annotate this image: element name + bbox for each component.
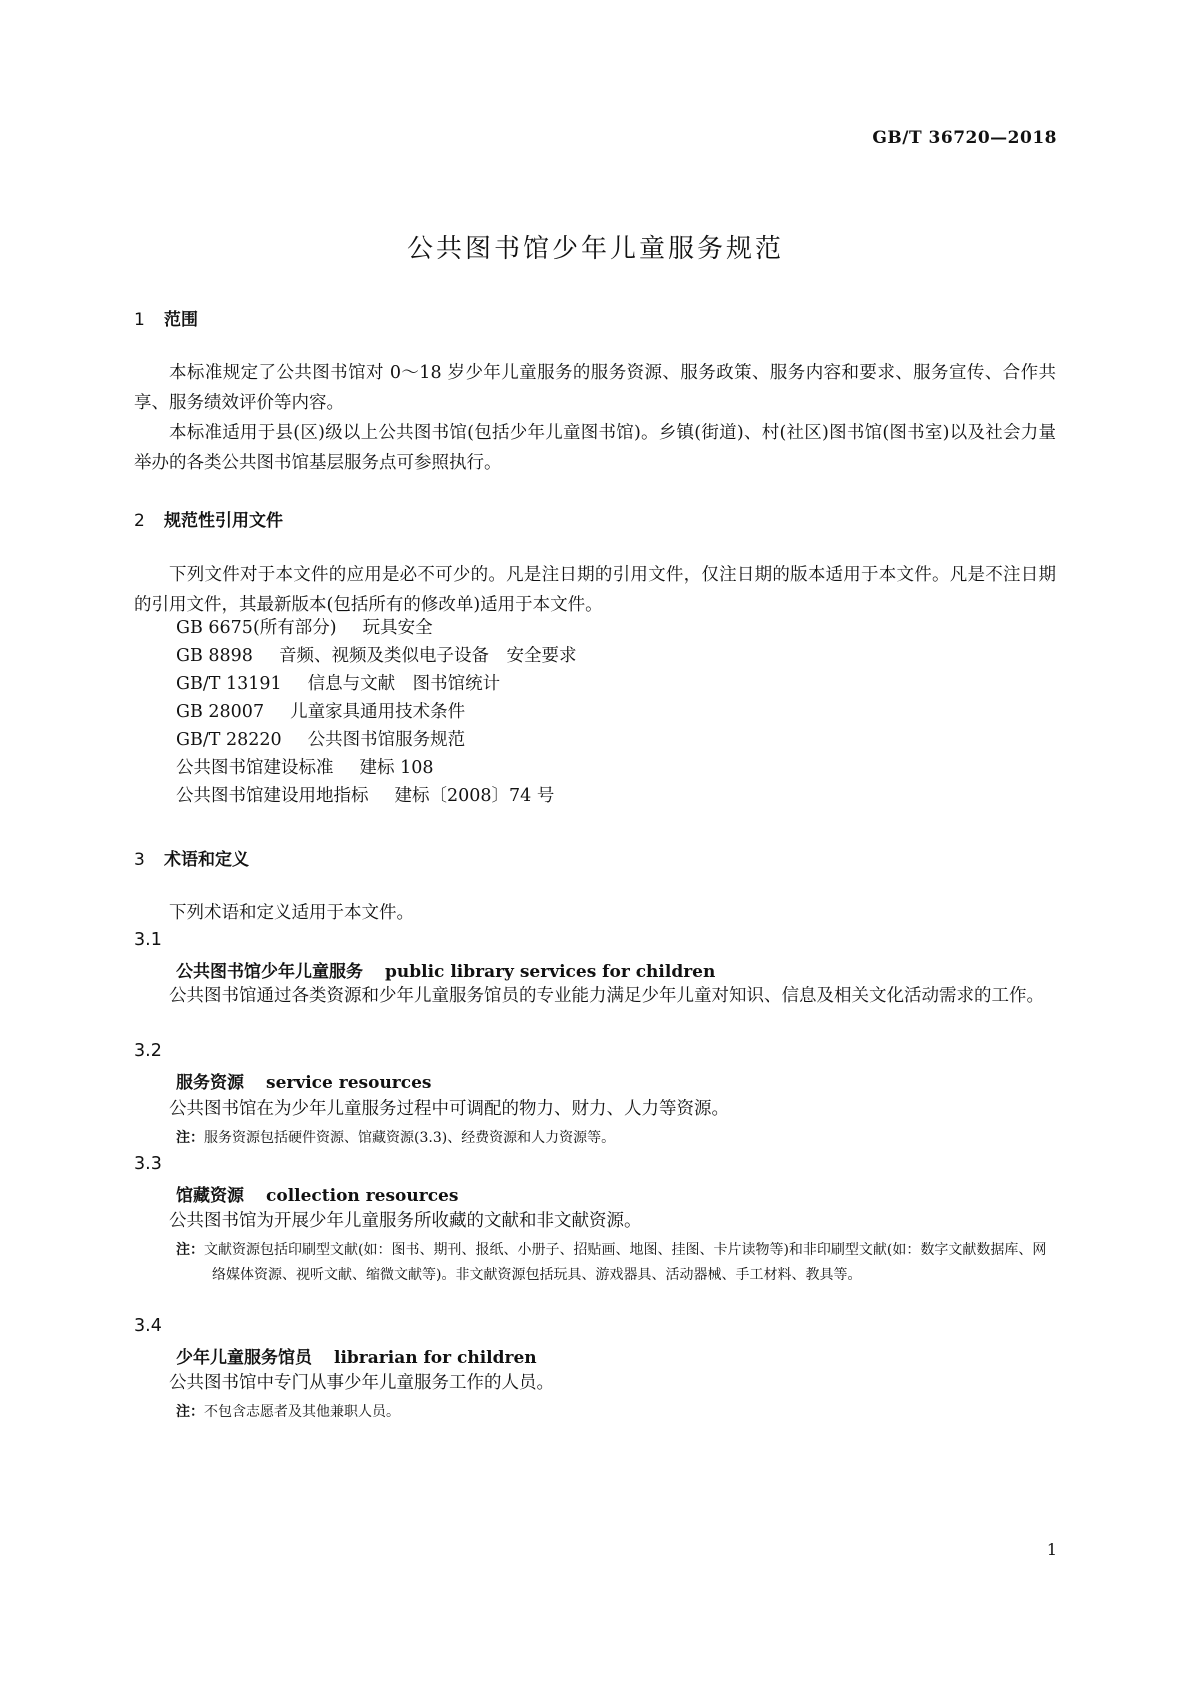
reference-item bbox=[176, 725, 465, 755]
term-en: service resources bbox=[266, 1073, 432, 1093]
reference-title: 建标 108 bbox=[359, 758, 434, 778]
reference-code: GB/T 13191 bbox=[176, 674, 282, 694]
term-number: 3.4 bbox=[134, 1316, 162, 1336]
section-title: 术语和定义 bbox=[164, 850, 249, 870]
term-en: collection resources bbox=[266, 1186, 459, 1206]
page-number: 1 bbox=[1046, 1540, 1057, 1559]
term-definition: 公共图书馆通过各类资源和少年儿童服务馆员的专业能力满足少年儿童对知识、信息及相关文化活动需求的工作。 bbox=[169, 986, 1044, 1006]
section-number: 3 bbox=[134, 850, 145, 870]
term-heading bbox=[176, 1181, 458, 1206]
reference-title: 儿童家具通用技术条件 bbox=[290, 702, 466, 722]
scope-paragraph-1: 本标准规定了公共图书馆对 0～18 岁少年儿童服务的服务资源、服务政策、服务内容和要求、服务宣传、合作共享、服务绩效评价等内容。 bbox=[134, 363, 1056, 413]
term-note bbox=[176, 1400, 1056, 1425]
reference-item bbox=[176, 753, 433, 783]
term-en: librarian for children bbox=[334, 1348, 537, 1368]
term-note bbox=[176, 1238, 1056, 1288]
reference-item bbox=[176, 641, 576, 671]
reference-item bbox=[176, 781, 554, 811]
term-en: public library services for children bbox=[385, 962, 716, 982]
section-1-heading bbox=[134, 305, 198, 330]
note-label: 注： bbox=[176, 1404, 204, 1420]
term-zh: 少年儿童服务馆员 bbox=[176, 1348, 312, 1368]
reference-title: 建标〔2008〕74 号 bbox=[394, 786, 555, 806]
section-2-heading bbox=[134, 506, 283, 531]
note-text: 文献资源包括印刷型文献(如：图书、期刊、报纸、小册子、招贴画、地图、挂图、卡片读物等)和非印刷型文献(如：数字文献数据库、网络媒体资源、视听文献、缩微文献等)。非文献资源包括玩具、游戏器具、活动器械、手工材料、教具等。 bbox=[204, 1242, 1047, 1283]
reference-code: GB 6675(所有部分) bbox=[176, 618, 337, 638]
note-text: 不包含志愿者及其他兼职人员。 bbox=[204, 1404, 400, 1420]
term-definition: 公共图书馆在为少年儿童服务过程中可调配的物力、财力、人力等资源。 bbox=[169, 1099, 729, 1119]
reference-code: 公共图书馆建设用地指标 bbox=[176, 786, 369, 806]
section-title: 范围 bbox=[164, 310, 198, 330]
term-definition: 公共图书馆中专门从事少年儿童服务工作的人员。 bbox=[169, 1373, 554, 1393]
standard-code: GB/T 36720—2018 bbox=[872, 128, 1057, 148]
reference-title: 信息与文献 图书馆统计 bbox=[307, 674, 501, 694]
term-heading bbox=[176, 1068, 432, 1093]
term-note bbox=[176, 1126, 1056, 1151]
reference-code: GB 28007 bbox=[176, 702, 265, 722]
term-heading bbox=[176, 957, 715, 982]
section-3-heading bbox=[134, 845, 249, 870]
section-number: 1 bbox=[134, 310, 145, 330]
note-label: 注： bbox=[176, 1242, 204, 1258]
term-definition: 公共图书馆为开展少年儿童服务所收藏的文献和非文献资源。 bbox=[169, 1211, 642, 1231]
reference-item bbox=[176, 697, 465, 727]
reference-code: GB 8898 bbox=[176, 646, 253, 666]
note-text: 服务资源包括硬件资源、馆藏资源(3.3)、经费资源和人力资源等。 bbox=[204, 1130, 616, 1146]
scope-paragraph-2: 本标准适用于县(区)级以上公共图书馆(包括少年儿童图书馆)。乡镇(街道)、村(社区)图书馆(图书室)以及社会力量举办的各类公共图书馆基层服务点可参照执行。 bbox=[134, 423, 1056, 473]
term-zh: 服务资源 bbox=[176, 1073, 244, 1093]
section-number: 2 bbox=[134, 511, 145, 531]
reference-item bbox=[176, 613, 433, 643]
reference-code: GB/T 28220 bbox=[176, 730, 282, 750]
term-number: 3.1 bbox=[134, 930, 162, 950]
section-title: 规范性引用文件 bbox=[164, 511, 283, 531]
term-zh: 馆藏资源 bbox=[176, 1186, 244, 1206]
note-label: 注： bbox=[176, 1130, 204, 1146]
term-heading bbox=[176, 1343, 537, 1368]
reference-title: 玩具安全 bbox=[362, 618, 433, 638]
term-number: 3.3 bbox=[134, 1154, 162, 1174]
reference-title: 音频、视频及类似电子设备 安全要求 bbox=[278, 646, 577, 666]
terms-intro: 下列术语和定义适用于本文件。 bbox=[169, 903, 414, 923]
reference-code: 公共图书馆建设标准 bbox=[176, 758, 334, 778]
reference-item bbox=[176, 669, 500, 699]
term-zh: 公共图书馆少年儿童服务 bbox=[176, 962, 363, 982]
document-title: 公共图书馆少年儿童服务规范 bbox=[406, 234, 784, 264]
reference-title: 公共图书馆服务规范 bbox=[307, 730, 466, 750]
term-number: 3.2 bbox=[134, 1041, 162, 1061]
references-intro: 下列文件对于本文件的应用是必不可少的。凡是注日期的引用文件，仅注日期的版本适用于本文件。凡是不注日期的引用文件，其最新版本(包括所有的修改单)适用于本文件。 bbox=[134, 565, 1056, 615]
